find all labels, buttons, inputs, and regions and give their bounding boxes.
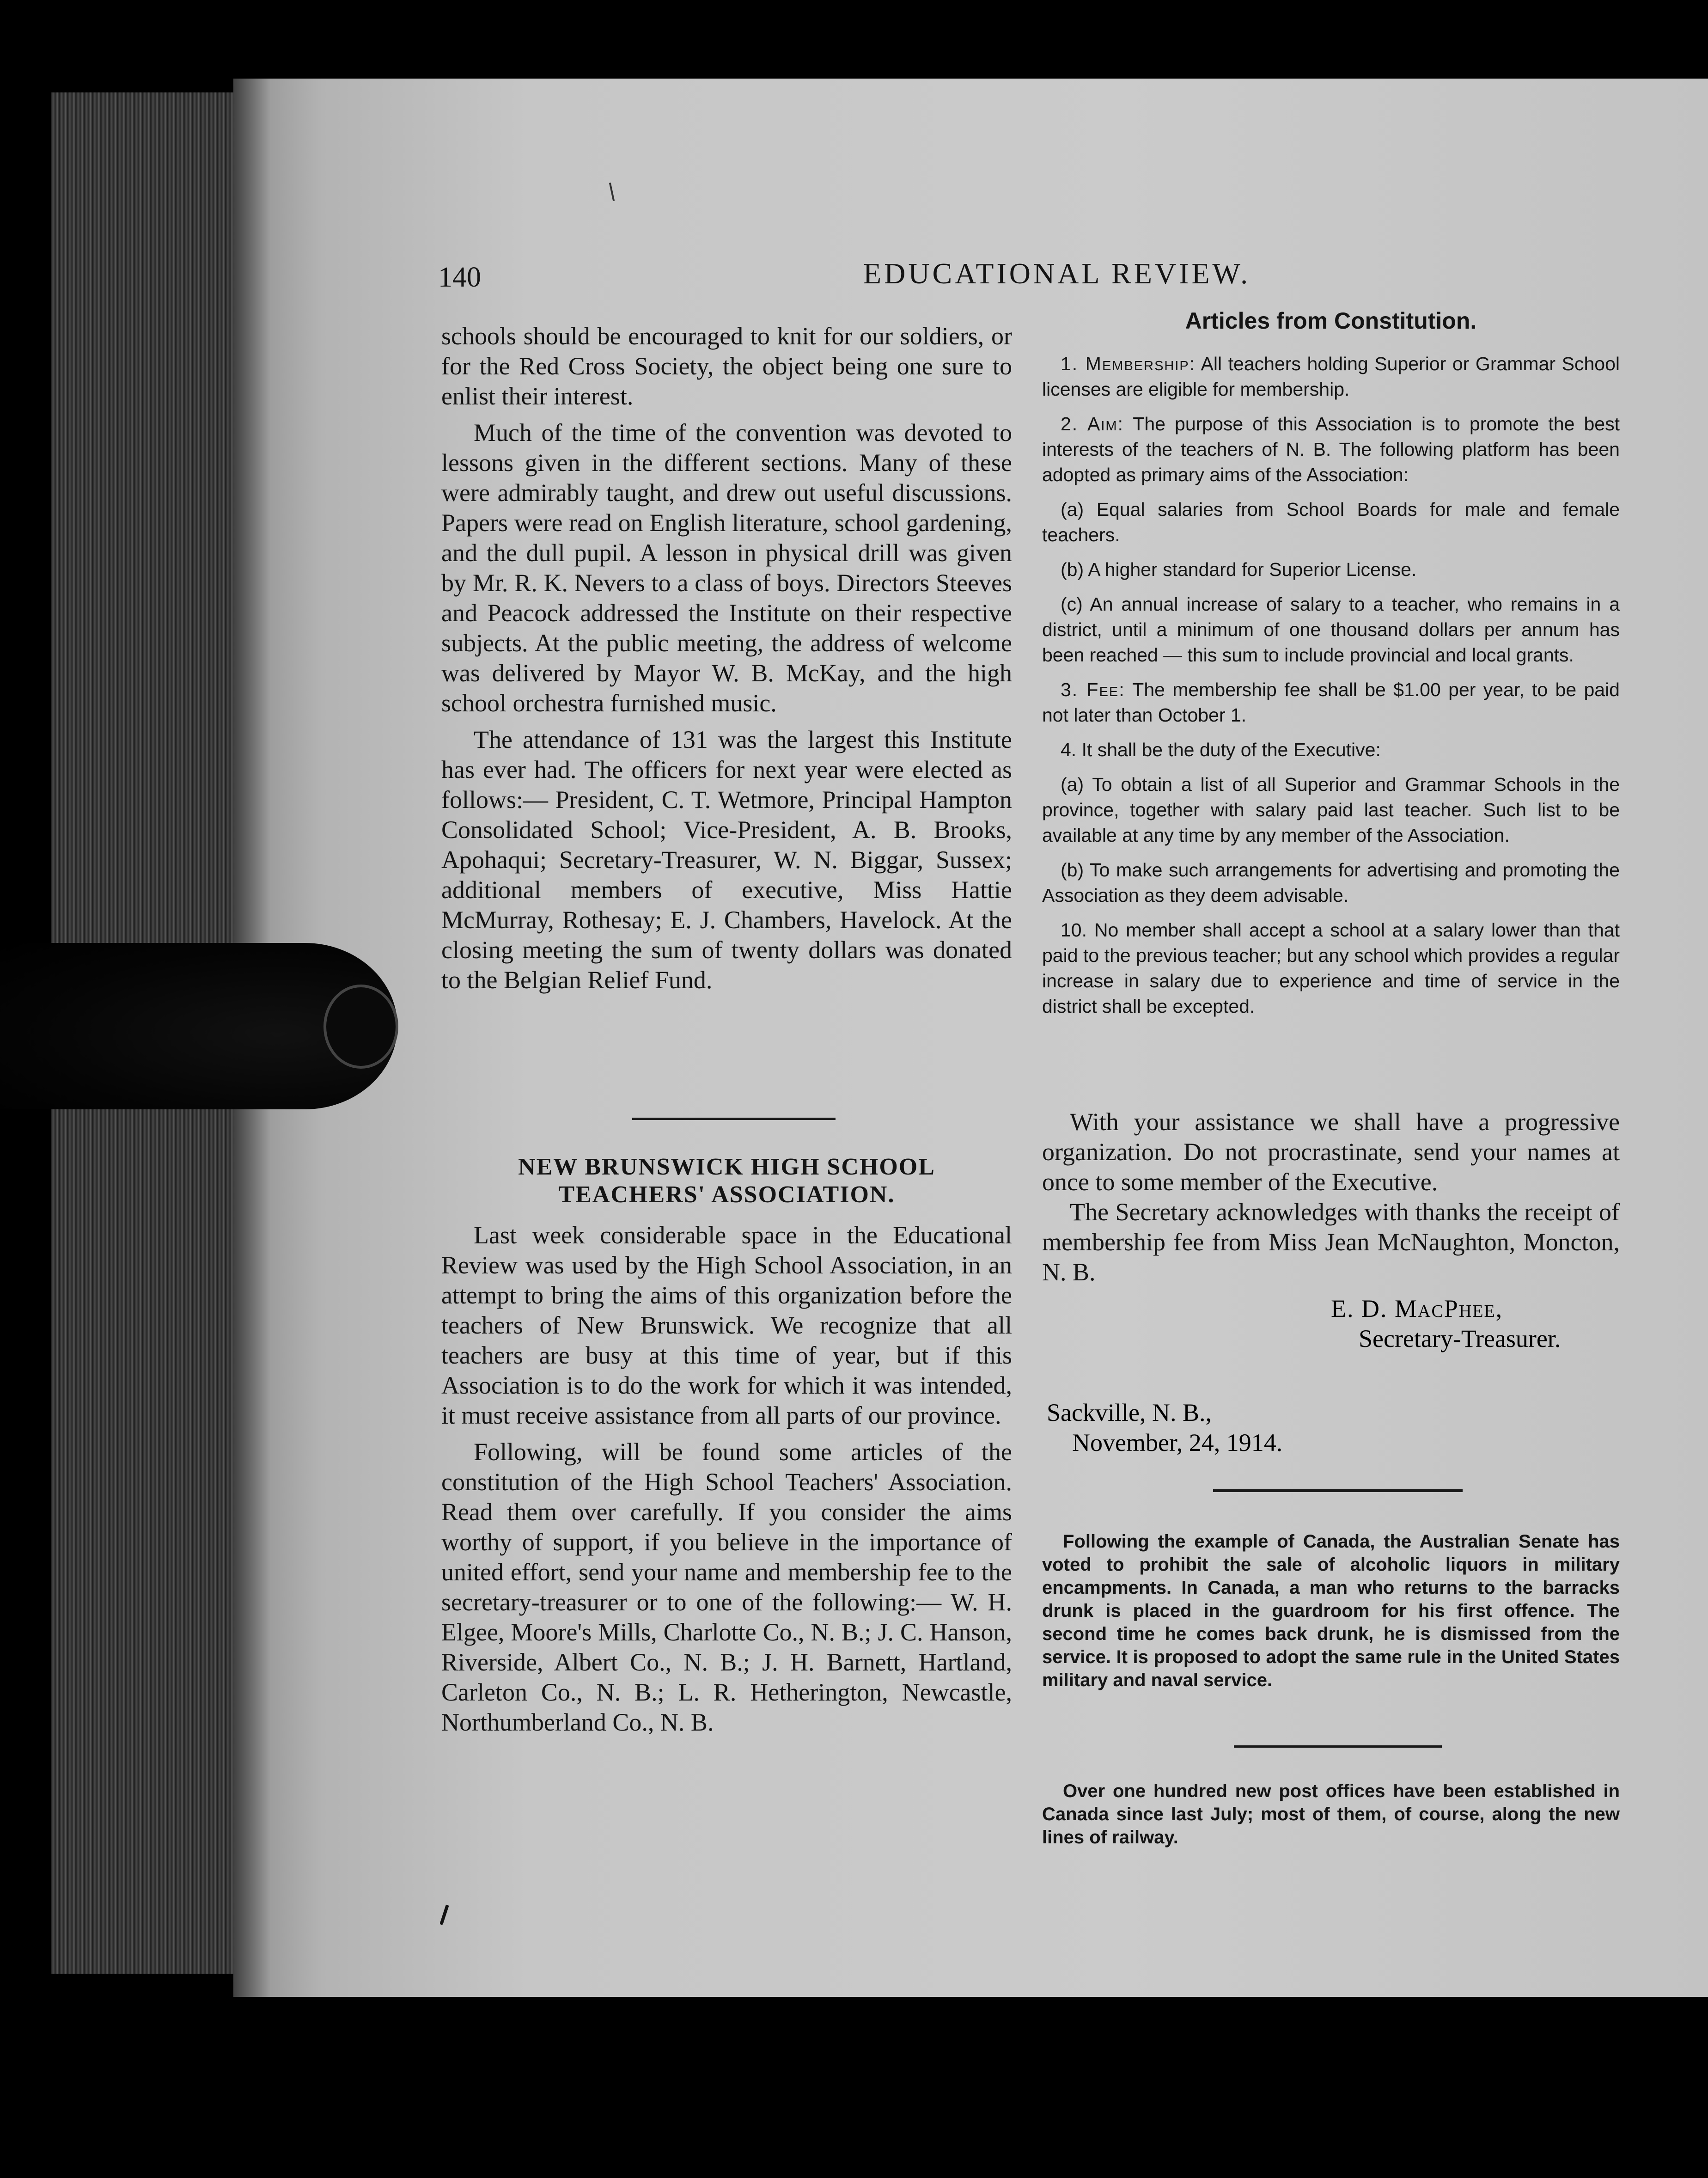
paragraph: schools should be encouraged to knit for our soldiers, or for the Red Cross Society, the object being one sure to enlist their interest. — [441, 322, 1012, 410]
left-column-bottom — [441, 1220, 1012, 1738]
article-label: 1. Membership: — [1061, 353, 1196, 374]
closing-text — [1042, 1107, 1620, 1287]
section-divider — [1213, 1489, 1463, 1492]
paragraph: Much of the time of the convention was devoted to lessons given in the different sections. Many of these were admirably taught, and drew out useful discussions. Papers were read on English literature, school gardening, and the dull pupil. A lesson in physical drill was given by Mr. R. K. Nevers to a class of boys. Directors Steeves and Peacock addressed the Institute on their respective subjects. At the public meeting, the address of welcome was delivered by Mayor W. B. McKay, and the high school orchestra furnished music. — [441, 419, 1012, 717]
article-subitem: (c) An annual increase of salary to a teacher, who remains in a district, until a minimum of one thousand dollars per annum has been reached — this sum to include provincial and local grants. — [1042, 593, 1620, 666]
thumbnail — [323, 985, 398, 1069]
article-label: 3. Fee: — [1061, 679, 1125, 700]
paragraph: Following, will be found some articles of the constitution of the High School Teachers' Association. Read them over carefully. If you consider the aims worthy of support, if you believe in the importance of united effort, send your name and membership fee to the secretary-treasurer or to one of the following:— W. H. Elgee, Moore's Mills, Charlotte Co., N. B.; J. C. Hanson, Riverside, Albert Co., N. B.; J. H. Barnett, Hartland, Carleton Co., N. B.; L. R. Hetherington, Newcastle, Northumberland Co., N. B. — [441, 1438, 1012, 1736]
paragraph: With your assistance we shall have a progressive organization. Do not procrastinate, send your names at once to some member of the Executive. — [1042, 1108, 1620, 1196]
article-item — [1042, 351, 1620, 402]
articles-title: Articles from Constitution. — [1185, 308, 1477, 334]
constitution-articles — [1042, 351, 1620, 1028]
article-subitem: (b) A higher standard for Superior License. — [1061, 559, 1417, 580]
paragraph: The attendance of 131 was the largest this Institute has ever had. The officers for next year were elected as follows:— President, C. T. Wetmore, Principal Hampton Consolidated School; Vice-President, A. B. Brooks, Apohaqui; Secretary-Treasurer, W. N. Biggar, Sussex; additional members of executive, Miss Hattie McMurray, Rothesay; E. J. Chambers, Havelock. At the closing meeting the sum of twenty dollars was donated to the Belgian Relief Fund. — [441, 726, 1012, 994]
page-number: 140 — [438, 262, 481, 293]
left-column-top — [441, 321, 1012, 995]
signature-title: Secretary-Treasurer. — [1359, 1325, 1561, 1352]
article-label: 2. Aim: — [1061, 413, 1124, 434]
article-item: 4. It shall be the duty of the Executive: — [1061, 739, 1381, 760]
heading-line: TEACHERS' ASSOCIATION. — [558, 1181, 895, 1208]
paragraph: Following the example of Canada, the Australian Senate has voted to prohibit the sale of alcoholic liquors in military encampments. In Canada, a man who returns to the barracks drunk is placed in the guardroom for his first offence. The second time he comes back drunk, he is dismissed from the service. It is proposed to adopt the same rule in the United States military and naval service. — [1042, 1531, 1620, 1690]
dateline-date: November, 24, 1914. — [1072, 1429, 1283, 1456]
news-note — [1042, 1530, 1620, 1692]
article-text: The purpose of this Association is to promote the best interests of the teachers of N. B. The following platform has been adopted as primary aims of the Association: — [1042, 413, 1620, 485]
article-subitem: (a) To obtain a list of all Superior and Grammar Schools in the province, together with salary paid last teacher. Such list to be available at any time by any member of the Association. — [1042, 774, 1620, 846]
article-item — [1042, 411, 1620, 488]
article-subitem: (a) Equal salaries from School Boards for male and female teachers. — [1042, 499, 1620, 545]
article-item: 10. No member shall accept a school at a salary lower than that paid to the previous teacher; but any school which provides a regular increase in salary due to experience and time of service in the district shall be excepted. — [1042, 919, 1620, 1017]
section-divider — [1234, 1745, 1442, 1748]
section-heading — [441, 1153, 1012, 1209]
news-note — [1042, 1780, 1620, 1849]
section-divider — [632, 1118, 836, 1120]
paragraph: Last week considerable space in the Educational Review was used by the High School Association, in an attempt to bring the aims of this organization before the teachers of New Brunswick. We recognize that all teachers are busy at this time of year, but if this Association is to do the work for which it was intended, it must receive assistance from all parts of our province. — [441, 1221, 1012, 1429]
paragraph: The Secretary acknowledges with thanks the receipt of membership fee from Miss Jean McNaughton, Moncton, N. B. — [1042, 1198, 1620, 1286]
heading-line: NEW BRUNSWICK HIGH SCHOOL — [518, 1154, 935, 1180]
paragraph: Over one hundred new post offices have been established in Canada since last July; most of them, of course, along the new lines of railway. — [1042, 1781, 1620, 1848]
running-head: EDUCATIONAL REVIEW. — [863, 257, 1251, 290]
signature-name: E. D. MacPhee, — [1331, 1295, 1503, 1322]
article-item — [1042, 677, 1620, 728]
article-subitem: (b) To make such arrangements for advertising and promoting the Association as they deem advisable. — [1042, 859, 1620, 906]
article-text: The membership fee shall be $1.00 per year, to be paid not later than October 1. — [1042, 679, 1620, 726]
article-text: All teachers holding Superior or Grammar School licenses are eligible for membership. — [1042, 353, 1620, 400]
dateline-place: Sackville, N. B., — [1047, 1399, 1212, 1426]
